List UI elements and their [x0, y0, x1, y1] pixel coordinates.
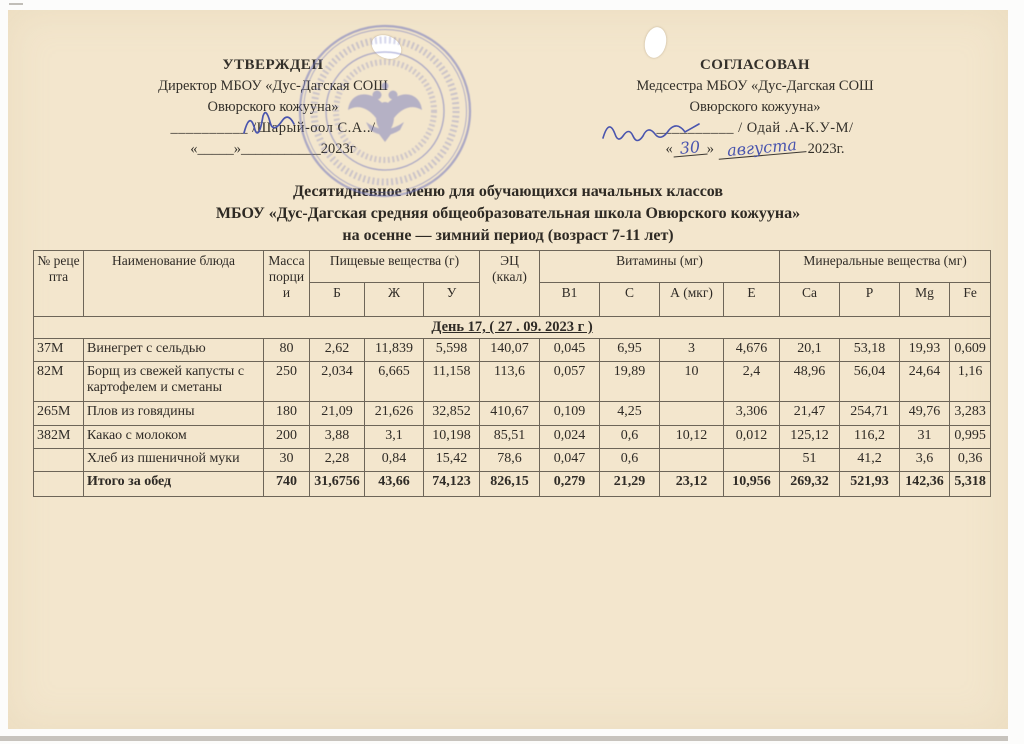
- handwritten-month: августа: [717, 137, 806, 160]
- value-cell: 250: [264, 362, 310, 402]
- agreed-title: СОГЛАСОВАН: [699, 57, 811, 73]
- approved-date-line: «_____»___________2023г: [190, 141, 356, 157]
- value-cell: 78,6: [480, 449, 540, 472]
- dish-cell: Плов из говядины: [84, 402, 264, 426]
- recipe-cell: 382М: [34, 426, 84, 449]
- title-line3: на осенне — зимний период (возраст 7-11 лет): [342, 227, 674, 244]
- value-cell: 0,024: [540, 426, 600, 449]
- scan-corner-mark: [9, 3, 23, 5]
- menu-row-borshch: [34, 362, 991, 402]
- value-cell: 3: [660, 339, 724, 362]
- col-ca: Ca: [780, 283, 840, 317]
- value-cell: 3,283: [950, 402, 991, 426]
- value-cell: 19,89: [600, 362, 660, 402]
- value-cell: 140,07: [480, 339, 540, 362]
- value-cell: 85,51: [480, 426, 540, 449]
- value-cell: 3,306: [724, 402, 780, 426]
- value-cell: 0,995: [950, 426, 991, 449]
- value-cell: 4,25: [600, 402, 660, 426]
- value-cell: 10,12: [660, 426, 724, 449]
- value-cell: 21,29: [600, 472, 660, 497]
- value-cell: 0,279: [540, 472, 600, 497]
- scan-edge-shadow: [0, 736, 1008, 741]
- value-cell: 0,045: [540, 339, 600, 362]
- value-cell: 80: [264, 339, 310, 362]
- approved-title: УТВЕРЖДЕН: [222, 57, 324, 73]
- col-fe: Fe: [950, 283, 991, 317]
- col-dish-name: Наименование блюда: [84, 251, 264, 317]
- value-cell: 6,665: [365, 362, 424, 402]
- value-cell: 11,839: [365, 339, 424, 362]
- col-c: C: [600, 283, 660, 317]
- agreed-org-line2: Овюрского кожууна»: [689, 99, 821, 115]
- recipe-cell: [34, 472, 84, 497]
- value-cell: 21,626: [365, 402, 424, 426]
- value-cell: 10: [660, 362, 724, 402]
- dish-cell: Борщ из свежей капусты с картофелем и сметаны: [84, 362, 264, 402]
- agreed-org-line1: Медсестра МБОУ «Дус-Дагская СОШ: [636, 78, 874, 94]
- date-close-quote: »: [706, 141, 714, 157]
- value-cell: 142,36: [900, 472, 950, 497]
- menu-row-kakao: [34, 426, 991, 449]
- value-cell: 2,28: [310, 449, 365, 472]
- value-cell: 74,123: [424, 472, 480, 497]
- value-cell: 10,198: [424, 426, 480, 449]
- value-cell: 32,852: [424, 402, 480, 426]
- value-cell: 0,84: [365, 449, 424, 472]
- col-energy: ЭЦ (ккал): [480, 251, 540, 317]
- recipe-cell: 37М: [34, 339, 84, 362]
- dish-cell: Винегрет с сельдью: [84, 339, 264, 362]
- col-p: P: [840, 283, 900, 317]
- approved-org-line2: Овюрского кожууна»: [207, 99, 339, 115]
- menu-row-bread: [34, 449, 991, 472]
- value-cell: 3,6: [900, 449, 950, 472]
- value-cell: 48,96: [780, 362, 840, 402]
- value-cell: 740: [264, 472, 310, 497]
- value-cell: 0,6: [600, 426, 660, 449]
- value-cell: 2,034: [310, 362, 365, 402]
- menu-table: [33, 250, 990, 497]
- dish-cell: Какао с молоком: [84, 426, 264, 449]
- value-cell: 23,12: [660, 472, 724, 497]
- recipe-cell: 82М: [34, 362, 84, 402]
- day-header: День 17, ( 27 . 09. 2023 г ): [34, 317, 991, 339]
- value-cell: 826,15: [480, 472, 540, 497]
- group-vitamins: Витамины (мг): [540, 251, 780, 283]
- value-cell: 2,62: [310, 339, 365, 362]
- dish-cell: Хлеб из пшеничной муки: [84, 449, 264, 472]
- value-cell: 51: [780, 449, 840, 472]
- value-cell: 3,88: [310, 426, 365, 449]
- group-nutrients: Пищевые вещества (г): [310, 251, 480, 283]
- director-signature: [238, 106, 324, 140]
- col-b1: B1: [540, 283, 600, 317]
- nurse-signature: [598, 116, 708, 146]
- value-cell: 19,93: [900, 339, 950, 362]
- value-cell: 24,64: [900, 362, 950, 402]
- value-cell: 180: [264, 402, 310, 426]
- header-group-row: [34, 251, 991, 283]
- day-header-row: [34, 317, 991, 339]
- value-cell: 10,956: [724, 472, 780, 497]
- value-cell: 53,18: [840, 339, 900, 362]
- value-cell: 6,95: [600, 339, 660, 362]
- title-line1: Десятидневное меню для обучающихся начальных классов: [292, 183, 724, 200]
- date-year: 2023г.: [807, 141, 845, 157]
- value-cell: 31,6756: [310, 472, 365, 497]
- value-cell: 0,36: [950, 449, 991, 472]
- approved-org-line1: Директор МБОУ «Дус-Дагская СОШ: [158, 78, 388, 94]
- value-cell: 0,109: [540, 402, 600, 426]
- value-cell: 11,158: [424, 362, 480, 402]
- value-cell: [660, 449, 724, 472]
- value-cell: [724, 449, 780, 472]
- value-cell: 43,66: [365, 472, 424, 497]
- value-cell: 56,04: [840, 362, 900, 402]
- col-recipe-no: № рецепта: [34, 251, 84, 317]
- value-cell: 1,16: [950, 362, 991, 402]
- col-mg: Mg: [900, 283, 950, 317]
- col-a: А (мкг): [660, 283, 724, 317]
- value-cell: 2,4: [724, 362, 780, 402]
- value-cell: 0,609: [950, 339, 991, 362]
- recipe-cell: [34, 449, 84, 472]
- col-portion-mass: Масса порции: [264, 251, 310, 317]
- value-cell: 0,012: [724, 426, 780, 449]
- title-line2: МБОУ «Дус-Дагская средняя общеобразовательная школа Овюрского кожууна»: [215, 205, 801, 222]
- value-cell: 21,09: [310, 402, 365, 426]
- value-cell: 254,71: [840, 402, 900, 426]
- value-cell: 125,12: [780, 426, 840, 449]
- total-label-cell: Итого за обед: [84, 472, 264, 497]
- value-cell: 0,6: [600, 449, 660, 472]
- document-title: [8, 181, 1008, 247]
- value-cell: 410,67: [480, 402, 540, 426]
- col-fat: Ж: [365, 283, 424, 317]
- value-cell: 41,2: [840, 449, 900, 472]
- col-carbs: У: [424, 283, 480, 317]
- value-cell: 0,047: [540, 449, 600, 472]
- value-cell: 116,2: [840, 426, 900, 449]
- value-cell: 5,318: [950, 472, 991, 497]
- date-open-quote: «: [665, 141, 673, 157]
- value-cell: 4,676: [724, 339, 780, 362]
- menu-row-plov: [34, 402, 991, 426]
- value-cell: 30: [264, 449, 310, 472]
- value-cell: 200: [264, 426, 310, 449]
- group-minerals: Минеральные вещества (мг): [780, 251, 991, 283]
- approved-signature-line: __________ /Шарый-оол С.А../: [170, 120, 376, 136]
- handwritten-day: 30: [672, 140, 707, 158]
- value-cell: 31: [900, 426, 950, 449]
- value-cell: 21,47: [780, 402, 840, 426]
- value-cell: 0,057: [540, 362, 600, 402]
- value-cell: 113,6: [480, 362, 540, 402]
- value-cell: 49,76: [900, 402, 950, 426]
- agreed-signature-line: __________ / Одай .А-К.У-М/: [656, 120, 854, 136]
- value-cell: 3,1: [365, 426, 424, 449]
- value-cell: 5,598: [424, 339, 480, 362]
- total-row: [34, 472, 991, 497]
- recipe-cell: 265М: [34, 402, 84, 426]
- col-e: Е: [724, 283, 780, 317]
- value-cell: [660, 402, 724, 426]
- value-cell: 521,93: [840, 472, 900, 497]
- menu-row-vinegret: [34, 339, 991, 362]
- value-cell: 15,42: [424, 449, 480, 472]
- value-cell: 269,32: [780, 472, 840, 497]
- col-protein: Б: [310, 283, 365, 317]
- value-cell: 20,1: [780, 339, 840, 362]
